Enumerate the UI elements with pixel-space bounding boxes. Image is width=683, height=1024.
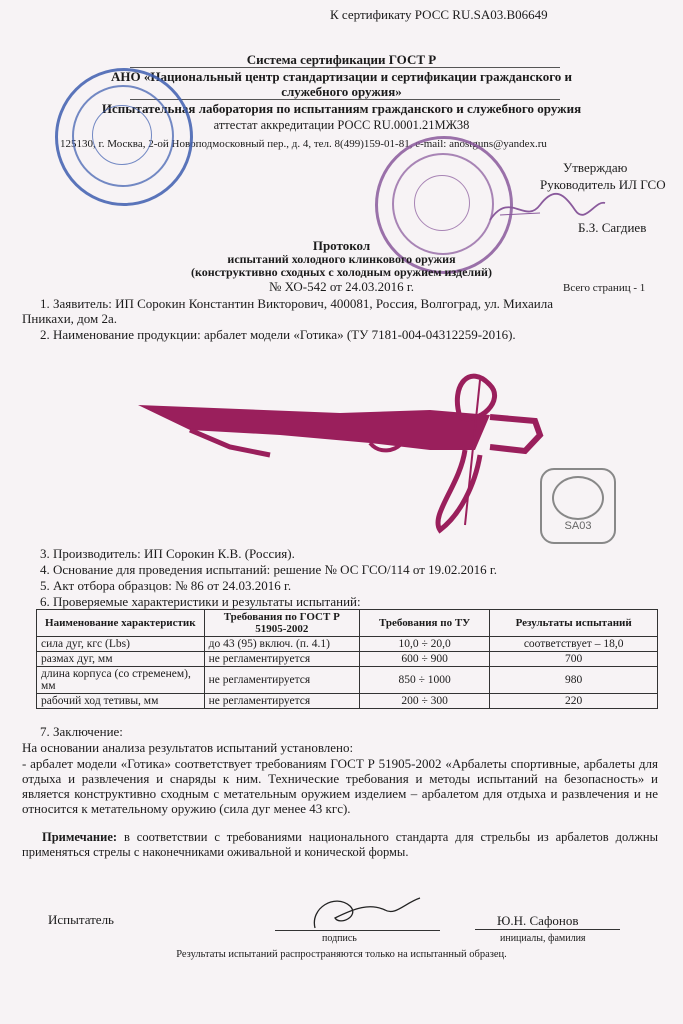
- approve-title: Руководитель ИЛ ГСО: [540, 177, 666, 192]
- protocol-subtitle-1: испытаний холодного клинкового оружия: [227, 252, 456, 266]
- table-cell: не регламентируется: [204, 667, 359, 694]
- item-applicant: 1. Заявитель: ИП Сорокин Константин Викторович, 400081, Россия, Волгоград, ул. Михаила: [40, 296, 554, 311]
- system-title: Система сертификации ГОСТ Р: [246, 52, 437, 67]
- column-header: Результаты испытаний: [490, 610, 658, 637]
- blue-seal-stamp: [55, 68, 193, 206]
- conclusion-text: - арбалет модели «Готика» соответствует требованиям ГОСТ Р 51905-2002 «Арбалеты спортивные, арбалеты для отдыха и развлечения и снаряды к ним. Технические требования и методы испытаний на безопасность» и является конструктивно сходным с метательным оружием изделием – арбалетом для отдыха и развлечения и не относится к метательному оружию (сила дуг менее 43 кгс).: [22, 756, 658, 816]
- tester-label: Испытатель: [48, 912, 114, 927]
- table-cell: не регламентируется: [204, 652, 359, 667]
- table-row: [37, 667, 658, 694]
- item-sampling-act: 5. Акт отбора образцов: № 86 от 24.03.2016 г.: [40, 578, 292, 593]
- lab-title: Испытательная лаборатория по испытаниям гражданского и служебного оружия: [101, 101, 582, 116]
- approve-name: Б.З. Сагдиев: [578, 220, 647, 235]
- table-cell: длина корпуса (со стременем), мм: [37, 667, 205, 694]
- table-cell: 980: [490, 667, 658, 694]
- note-text: в соответствии с требованиями национального стандарта для стрельбы из арбалетов должны применяться стрелы с наконечниками оживальной и конической формы.: [22, 830, 658, 859]
- divider: [130, 67, 560, 68]
- table-cell: не регламентируется: [204, 694, 359, 709]
- item-basis: 4. Основание для проведения испытаний: решение № ОС ГСО/114 от 19.02.2016 г.: [40, 562, 498, 577]
- org-line-1: АНО «Национальный центр стандартизации и сертификации гражданского и: [110, 69, 573, 84]
- item-applicant-cont: Пникахи, дом 2а.: [22, 311, 118, 326]
- table-cell: 700: [490, 652, 658, 667]
- total-pages: Всего страниц - 1: [563, 282, 646, 294]
- table-row: [37, 652, 658, 667]
- protocol-subtitle-2: (конструктивно сходных с холодным оружием изделий): [191, 265, 492, 279]
- crossbow-image: [130, 355, 550, 540]
- signature-caption: подпись: [322, 933, 357, 944]
- column-header: Требования по ТУ: [359, 610, 489, 637]
- table-cell: 850 ÷ 1000: [359, 667, 489, 694]
- table-cell: рабочий ход тетивы, мм: [37, 694, 205, 709]
- note-paragraph: [22, 830, 658, 860]
- conclusion-title: 7. Заключение:: [40, 724, 123, 739]
- table-cell: 600 ÷ 900: [359, 652, 489, 667]
- protocol-number: № ХО-542 от 24.03.2016 г.: [269, 279, 414, 294]
- table-cell: соответствует – 18,0: [490, 637, 658, 652]
- tester-name: Ю.Н. Сафонов: [497, 913, 579, 928]
- protocol-title: Протокол: [312, 238, 371, 253]
- certificate-reference: К сертификату РОСС RU.SA03.B06649: [330, 7, 548, 22]
- item-manufacturer: 3. Производитель: ИП Сорокин К.В. (Россия).: [40, 546, 295, 561]
- column-header: Наименование характеристик: [37, 610, 205, 637]
- signature-line: [275, 930, 440, 931]
- note-label: Примечание:: [42, 830, 118, 844]
- table-cell: размах дуг, мм: [37, 652, 205, 667]
- table-cell: 200 ÷ 300: [359, 694, 489, 709]
- item-product: 2. Наименование продукции: арбалет модели «Готика» (ТУ 7181-004-04312259-2016).: [40, 327, 516, 342]
- table-cell: до 43 (95) включ. (п. 4.1): [204, 637, 359, 652]
- footer-note: Результаты испытаний распространяются только на испытанный образец.: [176, 949, 507, 960]
- name-line: [475, 929, 620, 930]
- org-line-2: служебного оружия»: [281, 84, 402, 99]
- approve-word: Утверждаю: [563, 160, 628, 175]
- column-header: Требования по ГОСТ Р 51905-2002: [204, 610, 359, 637]
- table-row: [37, 637, 658, 652]
- table-header-row: [37, 610, 658, 637]
- table-cell: 220: [490, 694, 658, 709]
- name-caption: инициалы, фамилия: [500, 933, 586, 944]
- accreditation: аттестат аккредитации РОСС RU.0001.21МЖ38: [213, 118, 470, 132]
- item-characteristics: 6. Проверяемые характеристики и результаты испытаний:: [40, 594, 361, 609]
- table-cell: 10,0 ÷ 20,0: [359, 637, 489, 652]
- address-line: 125130, г. Москва, 2-ой Новоподмосковный пер., д. 4, тел. 8(499)159-01-81, e-mail: anostguns@yandex.ru: [60, 138, 547, 150]
- table-cell: сила дуг, кгс (Lbs): [37, 637, 205, 652]
- conclusion-intro: На основании анализа результатов испытаний установлено:: [22, 740, 354, 755]
- table-row: [37, 694, 658, 709]
- results-table: [36, 609, 658, 709]
- divider: [130, 99, 560, 100]
- rst-conformity-mark: [540, 468, 616, 544]
- rst-mark-code: SA03: [564, 520, 592, 532]
